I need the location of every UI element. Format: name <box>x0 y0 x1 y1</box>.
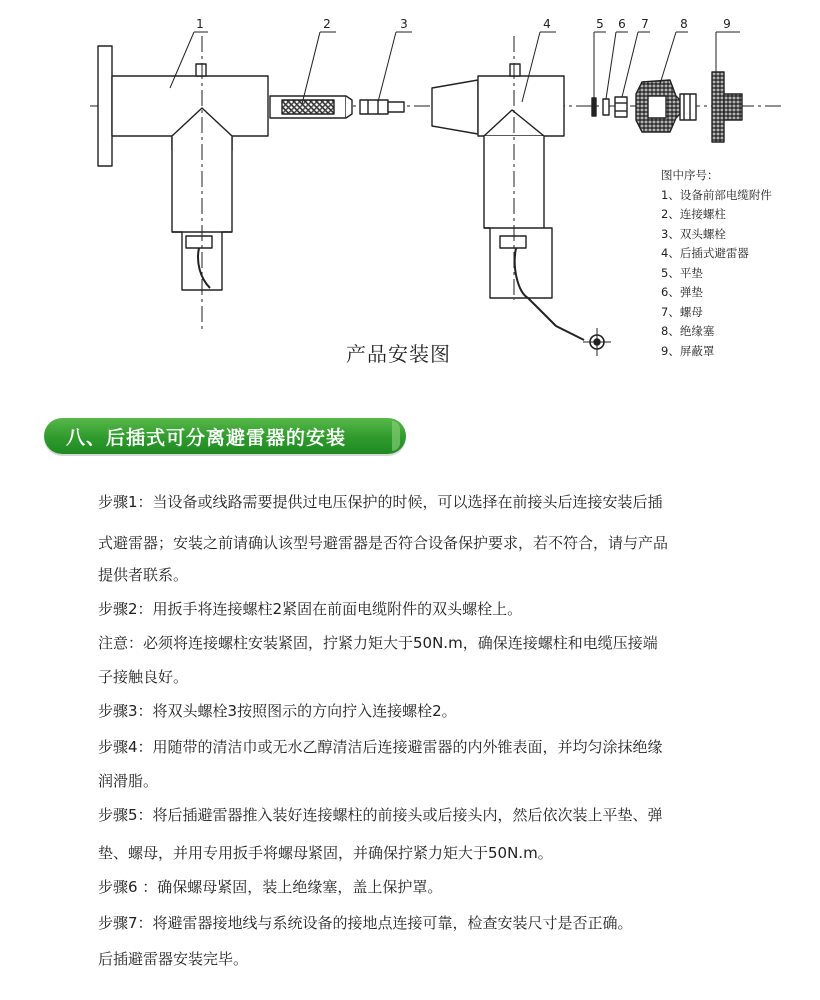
callout-1: 1 <box>196 17 204 31</box>
step-5-line: 垫、螺母，并用专用扳手将螺母紧固，并确保拧紧力矩大于50N.m。 <box>98 844 553 862</box>
callout-5: 5 <box>596 17 604 31</box>
callout-6: 6 <box>618 17 626 31</box>
step-3-line: 步骤3：将双头螺栓3按照图示的方向拧入连接螺栓2。 <box>98 702 457 720</box>
step-7-line: 步骤7：将避雷器接地线与系统设备的接地点连接可靠，检查安装尺寸是否正确。 <box>98 914 633 932</box>
step-1-line: 提供者联系。 <box>98 566 189 584</box>
part-1-front-cable-accessory <box>98 36 268 330</box>
part-6-spring-washer <box>603 99 609 115</box>
note-line: 注意：必须将连接螺柱安装紧固，拧紧力矩大于50N.m，确保连接螺柱和电缆压接端 <box>98 634 658 652</box>
section-heading-banner <box>44 418 406 454</box>
part-2-connecting-stud <box>270 96 352 118</box>
part-3-double-ended-bolt <box>360 100 404 114</box>
part-7-nut <box>615 97 627 117</box>
legend-item: 1、设备前部电缆附件 <box>661 187 772 202</box>
step-1-line: 式避雷器；安装之前请确认该型号避雷器是否符合设备保护要求，若不符合，请与产品 <box>98 534 669 552</box>
part-9-shielding-cover <box>712 72 742 142</box>
legend-item: 4、后插式避雷器 <box>661 246 749 260</box>
callout-3: 3 <box>400 17 408 31</box>
legend-item: 5、平垫 <box>661 265 703 280</box>
callout-9: 9 <box>723 17 731 31</box>
step-6-line: 步骤6 ：确保螺母紧固，装上绝缘塞，盖上保护罩。 <box>98 878 443 896</box>
legend-item: 7、螺母 <box>661 304 703 319</box>
diagram-legend <box>661 166 772 361</box>
step-1-paragraph <box>98 492 669 584</box>
step-4-line: 润滑脂。 <box>98 772 159 790</box>
callout-7: 7 <box>641 17 649 31</box>
callout-2: 2 <box>323 17 331 31</box>
diagram-caption: 产品安装图 <box>346 342 451 366</box>
completion-line: 后插避雷器安装完毕。 <box>98 950 249 968</box>
legend-item: 3、双头螺栓 <box>661 226 726 241</box>
legend-item: 6、弹垫 <box>661 285 703 299</box>
step-1-line: 步骤1：当设备或线路需要提供过电压保护的时候，可以选择在前接头后连接安装后插 <box>98 493 663 511</box>
part-8-insulating-plug <box>636 80 696 132</box>
step-4-line: 步骤4：用随带的清洁巾或无水乙醇清洁后连接避雷器的内外锥表面，并均匀涂抹绝缘 <box>98 738 663 756</box>
callout-4: 4 <box>543 17 551 31</box>
legend-title: 图中序号： <box>661 168 719 182</box>
part-5-flat-washer <box>592 98 596 116</box>
legend-item: 9、屏蔽罩 <box>661 343 715 358</box>
legend-item: 2、连接螺柱 <box>661 207 726 221</box>
step-5-line: 步骤5：将后插避雷器推入装好连接螺柱的前接头或后接头内，然后依次装上平垫、弹 <box>98 806 663 824</box>
step-2-line: 步骤2：用扳手将连接螺柱2紧固在前面电缆附件的双头螺栓上。 <box>98 600 523 618</box>
legend-item: 8、绝缘塞 <box>661 324 715 338</box>
part-4-rear-plug-arrester <box>432 36 611 356</box>
callout-8: 8 <box>680 17 688 31</box>
section-title: 八、后插式可分离避雷器的安装 <box>66 427 347 449</box>
note-line: 子接触良好。 <box>98 668 189 686</box>
